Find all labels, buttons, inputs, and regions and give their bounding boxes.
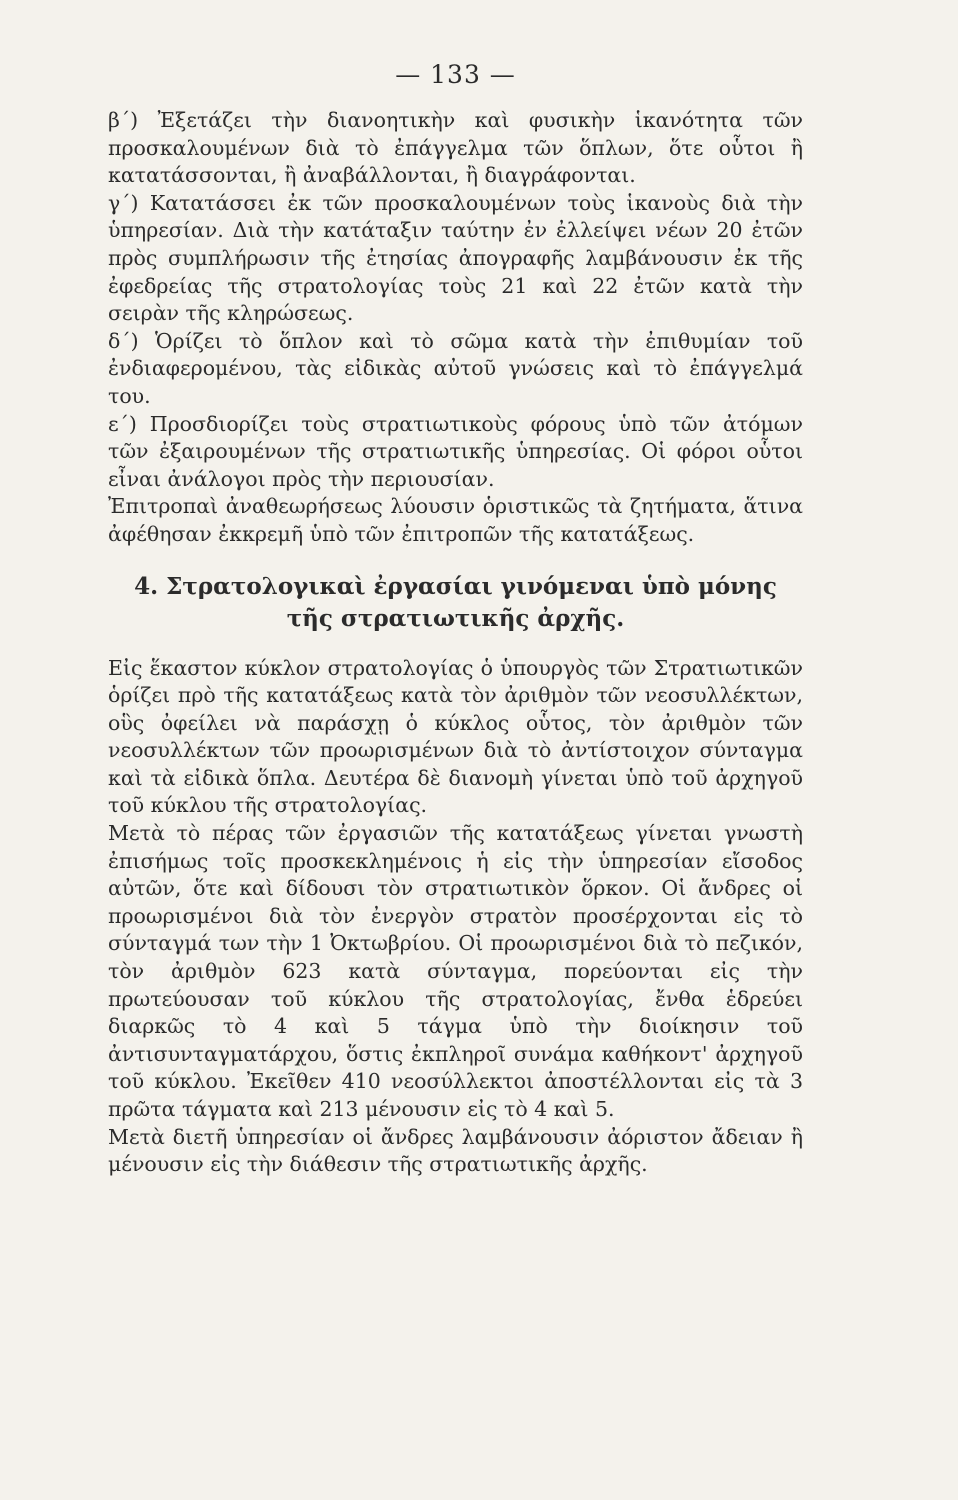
paragraph-review-committees: Ἐπιτροπαὶ ἀναθεωρήσεως λύουσιν ὁριστικῶς τὰ ζητήματα, ἅτινα ἀφέθησαν ἐκκρεμῆ ὑπὸ τῶν ἐπιτροπῶν τῆς κατατάξεως. bbox=[108, 494, 803, 546]
paragraph-leave: Μετὰ διετῆ ὑπηρεσίαν οἱ ἄνδρες λαμβάνουσιν ἀόριστον ἄδειαν ἢ μένουσιν εἰς τὴν διάθεσιν τῆς στρατιωτικῆς ἀρχῆς. bbox=[108, 1124, 803, 1177]
paragraph-service-entry: Μετὰ τὸ πέρας τῶν ἐργασιῶν τῆς κατατάξεως γίνεται γνωστὴ ἐπισήμως τοῖς προσκεκλημένοις ἡ εἰς τὴν ὑπηρεσίαν εἴσοδος αὐτῶν, ὅτε καὶ δίδουσι τὸν στρατιωτικὸν ὅρκον. Οἱ ἄνδρες οἱ προωρισμένοι διὰ τὸν ἐνεργὸν στρατὸν προσέρχονται εἰς τὸ σύνταγμά των τὴν 1 Ὀκτωβρίου. Οἱ προωρισμένοι διὰ τὸ πεζικόν, τὸν ἀριθμὸν 623 κατὰ σύνταγμα, πορεύονται εἰς τὴν πρωτεύουσαν τοῦ κύκλου τῆς στρατολογίας, ἔνθα ἑδρεύει διαρκῶς τὸ 4 καὶ 5 τάγμα ὑπὸ τὴν διοίκησιν τοῦ ἀντισυνταγματάρχου, ὅστις ἐκπληροῖ συνάμα καθήκοντ' ἀρχηγοῦ τοῦ κύκλου. Ἐκεῖθεν 410 νεοσύλλεκτοι ἀποστέλλονται εἰς τὰ 3 πρῶτα τάγματα καὶ 213 μένουσιν εἰς τὸ 4 καὶ 5. bbox=[108, 821, 803, 1121]
book-page bbox=[108, 60, 803, 1179]
page-number: — 133 — bbox=[395, 60, 516, 89]
paragraph-beta: β΄) Ἐξετάζει τὴν διανοητικὴν καὶ φυσικὴν ἱκανότητα τῶν προσκαλουμένων διὰ τὸ ἐπάγγελμα τῶν ὅπλων, ὅτε οὗτοι ἢ κατατάσσονται, ἢ ἀναβάλλονται, ἢ διαγράφονται. bbox=[108, 108, 803, 188]
paragraph-epsilon: ε΄) Προσδιορίζει τοὺς στρατιωτικοὺς φόρους ὑπὸ τῶν ἀτόμων τῶν ἐξαιρουμένων τῆς στρατιωτικῆς ὑπηρεσίας. Οἱ φόροι οὗτοι εἶναι ἀνάλογοι πρὸς τὴν περιουσίαν. bbox=[108, 411, 803, 491]
section-heading-line-1: 4. Στρατολογικαὶ ἐργασίαι γινόμεναι ὑπὸ μόνης bbox=[134, 572, 777, 600]
section-heading-line-2: τῆς στρατιωτικῆς ἀρχῆς. bbox=[286, 604, 625, 632]
paragraph-recruit-allocation: Εἰς ἕκαστον κύκλον στρατολογίας ὁ ὑπουργὸς τῶν Στρατιωτικῶν ὁρίζει πρὸ τῆς κατατάξεως κατὰ τὸν ἀριθμὸν τῶν νεοσυλλέκτων, οὓς ὀφείλει νὰ παράσχῃ ὁ κύκλος οὗτος, τὸν ἀριθμὸν τῶν νεοσυλλέκτων τῶν προωρισμένων διὰ τὸ ἀντίστοιχον σύνταγμα καὶ τὰ εἰδικὰ ὅπλα. Δευτέρα δὲ διανομὴ γίνεται ὑπὸ τοῦ ἀρχηγοῦ τοῦ κύκλου τῆς στρατολογίας. bbox=[108, 655, 803, 818]
paragraph-delta: δ΄) Ὁρίζει τὸ ὅπλον καὶ τὸ σῶμα κατὰ τὴν ἐπιθυμίαν τοῦ ἐνδιαφερομένου, τὰς εἰδικὰς αὐτοῦ γνώσεις καὶ τὸ ἐπάγγελμά του. bbox=[108, 328, 803, 408]
paragraph-gamma: γ΄) Κατατάσσει ἐκ τῶν προσκαλουμένων τοὺς ἱκανοὺς διὰ τὴν ὑπηρεσίαν. Διὰ τὴν κατάταξιν ταύτην ἐν ἐλλείψει νέων 20 ἐτῶν πρὸς συμπλήρωσιν τῆς ἐτησίας ἀπογραφῆς λαμβάνουσιν ἐκ τῆς ἐφεδρείας τῆς στρατολογίας τοὺς 21 καὶ 22 ἐτῶν κατὰ τὴν σειρὰν τῆς κληρώσεως. bbox=[108, 190, 803, 326]
section-heading bbox=[108, 571, 803, 635]
